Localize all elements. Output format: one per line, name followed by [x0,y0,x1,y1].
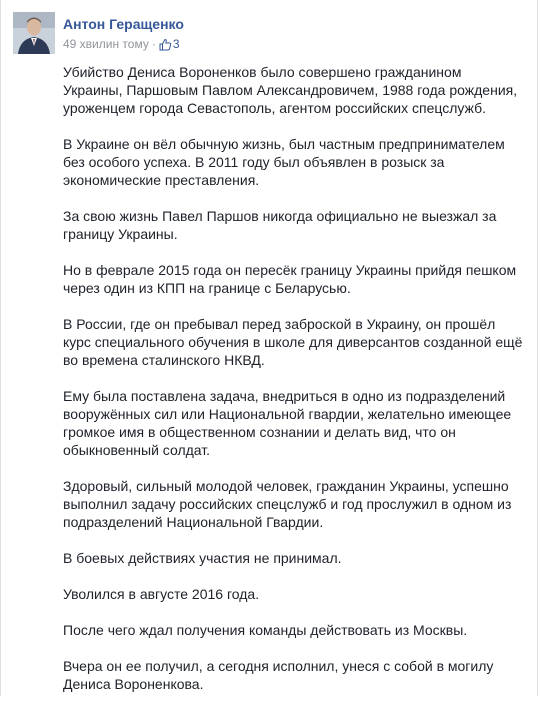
post-paragraph: В Украине он вёл обычную жизнь, был частным предпринимателем без особого успеха. В 2011 году был объявлен в розыск за экономические преставления. [63,136,505,188]
author-avatar[interactable] [13,12,55,54]
like-count: 3 [172,37,180,51]
author-name[interactable]: Антон Геращенко [63,16,184,32]
post-paragraph: За свою жизнь Павел Паршов никогда официально не выезжал за границу Украины. [63,208,497,242]
post-header [13,12,513,56]
post-paragraph: Уволился в августе 2016 года. [63,586,260,602]
post-paragraph: Здоровый, сильный молодой человек, гражданин Украины, успешно выполнил задачу российских спецслужб и год прослужил в одном из подразделений Национальной Гвардии. [63,478,512,530]
thumbs-up-icon [159,38,172,51]
post-body [63,63,523,711]
post-paragraph: В России, где он пребывал перед заброской в Украину, он прошёл курс специального обучения в школе для диверсантов созданной ещё во времена сталинского НКВД. [63,316,523,368]
post-time[interactable]: 49 хвилин тому [63,37,149,51]
post-paragraph: Убийство Дениса Вороненков было совершено гражданином Украины, Паршовым Павлом Александровичем, 1988 года рождения, уроженцем города Севастополь, агентом российских спецслужб. [63,64,518,116]
post-paragraph: В боевых действиях участия не принимал. [63,550,342,566]
post-paragraph: Но в феврале 2015 года он пересёк границу Украины прийдя пешком через один из КПП на границе с Беларусью. [63,262,517,296]
post-paragraph: После чего ждал получения команды действовать из Москвы. [63,622,468,638]
post-paragraph: Ему была поставлена задача, внедриться в одно из подразделений вооружённых сил или Национальной гвардии, желательно имеющее громкое имя в общественном сознании и делать вид, что он обыкновенный солдат. [63,388,512,458]
meta-separator: · [151,37,156,51]
post-meta [63,37,180,51]
post-paragraph: Вчера он ее получил, а сегодня исполнил, унеся с собой в могилу Дениса Вороненкова. [63,658,494,692]
like-count-link[interactable] [159,37,180,51]
